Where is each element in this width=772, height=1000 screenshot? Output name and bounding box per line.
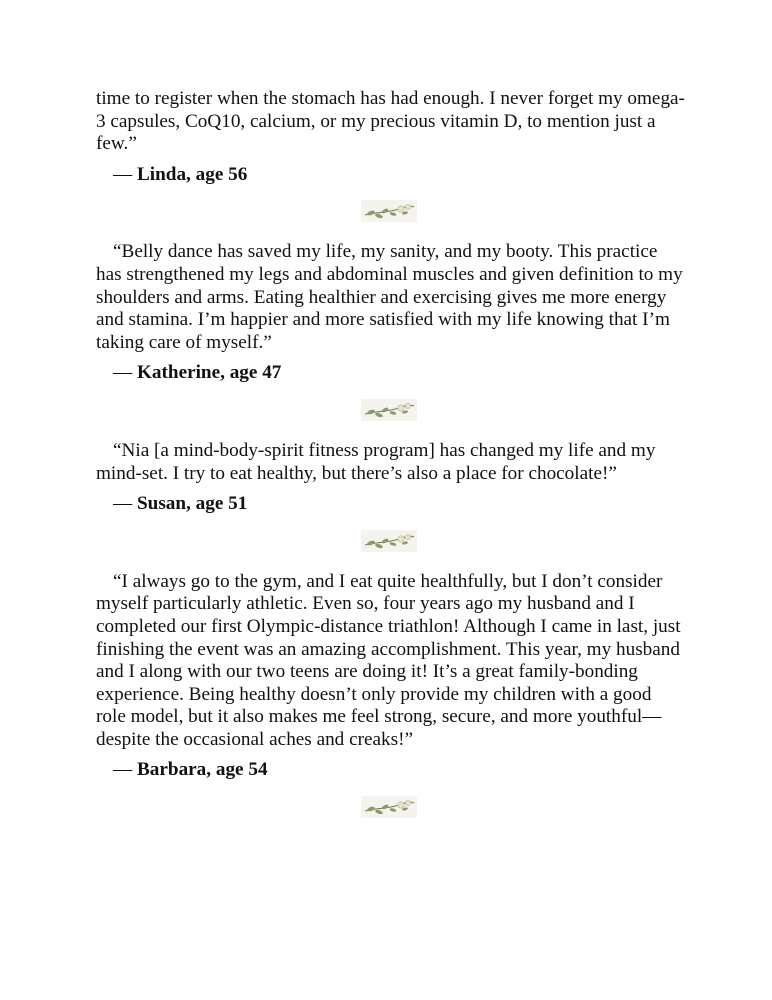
attribution-name: Barbara, age 54: [136, 759, 268, 781]
floral-sprig-ornament-icon: [361, 200, 417, 222]
testimonial-attribution: [113, 759, 686, 782]
testimonial-text: “Belly dance has saved my life, my sanity, and my booty. This practice has strengthened my legs and abdominal muscles and given definition to my shoulders and arms. Eating healthier and exercising gives me more energy and stamina. I’m happier and more satisfied with my life knowing that I’m taking care of myself.”: [96, 241, 683, 353]
testimonial-text: “Nia [a mind-body-spirit fitness program] has changed my life and my mind-set. I try to eat healthy, but there’s also a place for chocolate!”: [96, 439, 656, 484]
section-divider: [96, 399, 686, 421]
testimonial-text: “I always go to the gym, and I eat quite healthfully, but I don’t consider myself particularly athletic. Even so, four years ago my husband and I completed our first Olympic-distance triathlon! Although I came in last, just finishing the event was an amazing accomplishment. This year, my husband and I along with our two teens are doing it! It’s a great family-bonding experience. Being healthy doesn’t only provide my children with a good role model, but it also makes me feel strong, secure, and more youthful—despite the occasional aches and creaks!”: [96, 570, 681, 750]
document-page: [96, 88, 686, 818]
section-divider: [96, 796, 686, 818]
floral-sprig-ornament-icon: [361, 399, 417, 421]
attribution-dash: —: [113, 362, 137, 384]
floral-sprig-ornament-icon: [361, 796, 417, 818]
attribution-name: Susan, age 51: [136, 493, 248, 515]
section-divider: [96, 530, 686, 552]
attribution-dash: —: [113, 759, 137, 781]
floral-sprig-ornament-icon: [361, 530, 417, 552]
attribution-dash: —: [113, 163, 137, 185]
testimonial-attribution: [113, 493, 686, 516]
attribution-name: Katherine, age 47: [136, 362, 282, 384]
section-divider: [96, 200, 686, 222]
attribution-dash: —: [113, 493, 137, 515]
testimonial-text: time to register when the stomach has had enough. I never forget my omega-3 capsules, CoQ10, calcium, or my precious vitamin D, to mention just a few.”: [96, 88, 685, 155]
testimonial-attribution: [113, 164, 686, 187]
testimonial-attribution: [113, 362, 686, 385]
attribution-name: Linda, age 56: [136, 163, 248, 185]
